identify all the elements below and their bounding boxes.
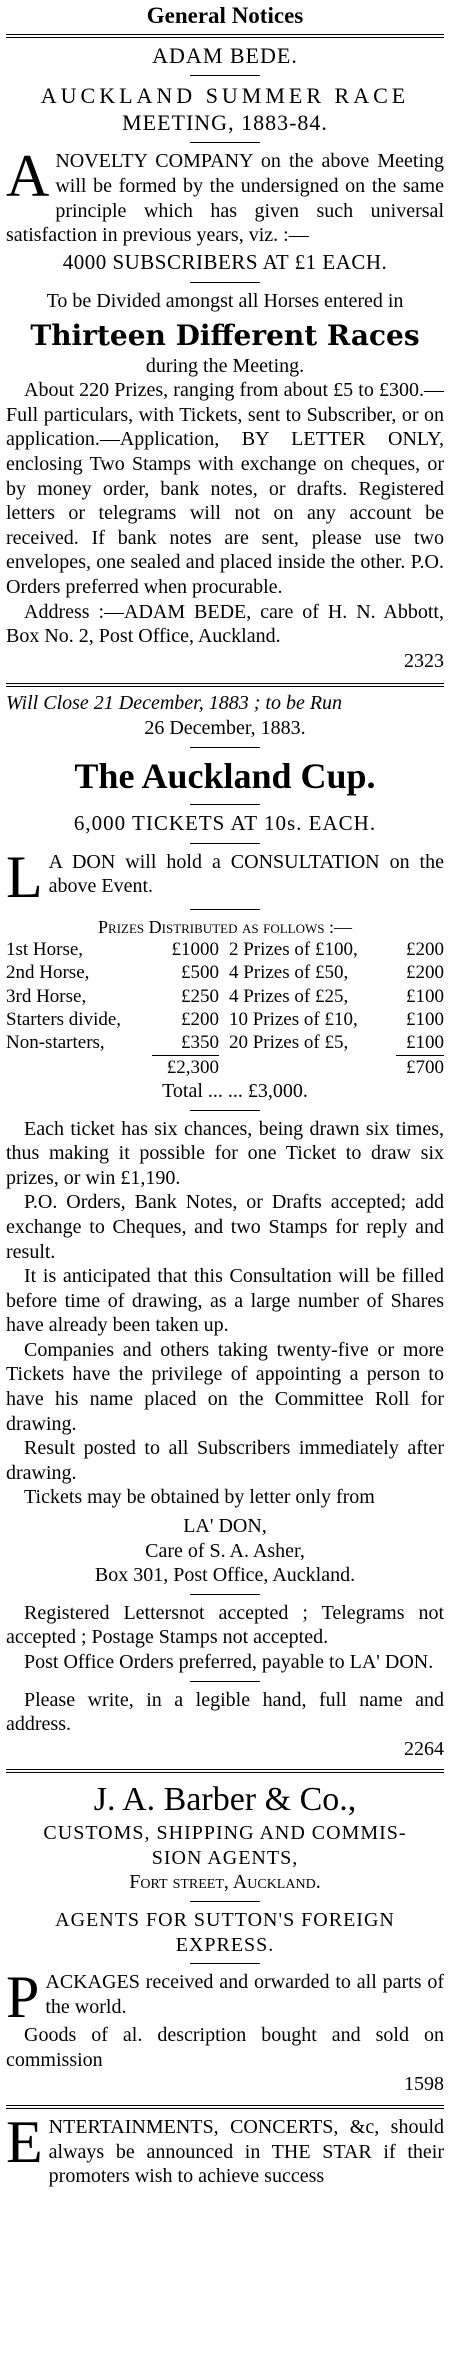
prize-extra-amount: £100 [406, 1032, 444, 1054]
prize-amount: £500 [180, 962, 219, 984]
divider [6, 1769, 444, 1773]
notice-paragraph: Goods of al. description bought and sold on commission [6, 2024, 444, 2071]
prize-place: Non-starters, [6, 1032, 105, 1054]
prize-amount: £350 [180, 1032, 219, 1054]
divider [190, 747, 260, 748]
barber-address: Fort street, Auckland. [129, 1871, 321, 1894]
notice-entertainments [6, 2108, 444, 2189]
drop-cap: L [6, 843, 43, 910]
prize-row [6, 1031, 444, 1055]
close-date-line: Will Close 21 December, 1883 ; to be Run [6, 692, 343, 715]
notice-address: Address :—ADAM BEDE, care of H. N. Abbott, Box No. 2, Post Office, Auckland. [6, 600, 444, 648]
divider [190, 1901, 260, 1902]
notice-paragraph: Each ticket has six chances, being drawn six times, thus making it possible for one Ticket to draw six prizes, or win £1,190. [6, 1117, 444, 1189]
prize-extra-amount: £100 [406, 1008, 444, 1030]
divider [190, 142, 260, 143]
divider [190, 804, 260, 805]
prize-place: 1st Horse, [6, 938, 84, 960]
barber-line: SION AGENTS, [151, 1846, 299, 1869]
divider [190, 843, 260, 844]
divider [6, 34, 444, 38]
notice-paragraph: Registered Lettersnot accepted ; Telegrams not accepted ; Postage Stamps not accepted. [6, 1601, 444, 1649]
agents-line: EXPRESS. [175, 1933, 275, 1956]
prize-extra-amount: £100 [406, 985, 444, 1007]
prize-place: Starters divide, [6, 1008, 122, 1030]
prize-extra-amount: £200 [406, 938, 444, 960]
prize-extra: 4 Prizes of £25, [228, 985, 349, 1007]
prizes-heading: Prizes Distributed as follows :— [98, 916, 352, 937]
prize-row [6, 985, 444, 1008]
notice-number: 2264 [404, 1737, 444, 1760]
signature-box: Box 301, Post Office, Auckland. [94, 1564, 356, 1587]
prize-extra: 4 Prizes of £50, [228, 962, 349, 984]
notice-intro: L A DON will hold a CONSULTATION on the above Event. [6, 843, 444, 910]
subscribers-line: 4000 SUBSCRIBERS AT £1 EACH. [62, 249, 388, 274]
barber-title: J. A. Barber & Co., [93, 1781, 357, 1819]
barber-line: CUSTOMS, SHIPPING AND COMMIS- [43, 1822, 407, 1845]
run-date-line: 26 December, 1883. [144, 716, 306, 739]
divider [190, 1110, 260, 1111]
divider [6, 2105, 444, 2109]
prizes-total: Total ... ... £3,000. [162, 1079, 308, 1102]
divided-line: To be Divided amongst all Horses entered in [46, 289, 404, 312]
section-title: General Notices [146, 3, 304, 28]
notice-paragraph: Companies and others taking twenty-five or more Tickets have the privilege of appointing a person to have his name placed on the Committee Roll for drawing. [6, 1338, 444, 1435]
notice-paragraph: P.O. Orders, Bank Notes, or Drafts accepted; add exchange to Cheques, and two Stamps for reply and result. [6, 1191, 444, 1263]
notice-adam-bede [6, 42, 444, 673]
prize-extra-amount: £200 [406, 962, 444, 984]
notice-paragraph: Post Office Orders preferred, payable to LA' DON. [24, 1651, 434, 1673]
prize-place: 3rd Horse, [6, 985, 87, 1007]
tickets-line: 6,000 TICKETS AT 10s. EACH. [73, 810, 377, 835]
notice-number: 1598 [404, 2073, 444, 2096]
signature-name: LA' DON, [183, 1515, 267, 1538]
prize-place: 2nd Horse, [6, 962, 90, 984]
signature-care: Care of S. A. Asher, [145, 1539, 305, 1562]
notice-intro: ENTERTAINMENTS, CONCERTS, &c, should always be announced in THE STAR if their promoters wish to achieve success [6, 2108, 444, 2188]
drop-cap: A [6, 143, 50, 210]
drop-cap: E [6, 2108, 43, 2175]
divider [190, 1681, 260, 1682]
divider [190, 282, 260, 283]
cup-title: The Auckland Cup. [74, 755, 376, 796]
prize-amount: £200 [180, 1008, 219, 1030]
notice-title-line: AUCKLAND SUMMER RACE [40, 83, 410, 109]
races-headline: Thirteen Different Races [30, 319, 420, 353]
prize-amount: £250 [180, 985, 219, 1007]
notice-number: 2323 [404, 649, 444, 672]
prize-amount: £1000 [171, 938, 219, 960]
notice-intro: PACKAGES received and orwarded to all parts of the world. [6, 1964, 444, 2031]
notice-auckland-cup [6, 691, 444, 1761]
prize-row [6, 1008, 444, 1031]
divider [190, 75, 260, 76]
divider [6, 683, 444, 687]
prize-row [6, 938, 444, 961]
notice-paragraph: Result posted to all Subscribers immediately after drawing. [6, 1437, 444, 1484]
prize-extra: 2 Prizes of £100, [228, 938, 358, 960]
prize-extra: 10 Prizes of £10, [228, 1008, 358, 1030]
notice-body: About 220 Prizes, ranging from about £5 to £300.—Full particulars, with Tickets, sent to Subscriber, or on application.—Application, BY LETTER ONLY, enclosing Two Stamps with exchange on cheques, or by money order, bank notes, or drafts. Registered letters or telegrams will not on any account be received. If bank notes are sent, please use two envelopes, one sealed and placed inside the other. P.O. Orders preferred when procurable. [6, 379, 444, 598]
agents-line: AGENTS FOR SUTTON'S FOREIGN [55, 1908, 395, 1931]
prizes-table [6, 938, 444, 1079]
prize-extra: 20 Prizes of £5, [228, 1032, 349, 1054]
notice-paragraph: It is anticipated that this Consultation will be filled before time of drawing, as a large number of Shares have already been taken up. [6, 1265, 444, 1337]
divider [190, 1963, 260, 1964]
divider [190, 909, 260, 910]
drop-cap: P [6, 1964, 40, 2031]
notice-paragraph: Tickets may be obtained by letter only from [24, 1486, 375, 1509]
prize-row [6, 961, 444, 984]
notice-heading: ADAM BEDE. [152, 43, 298, 69]
during-line: during the Meeting. [145, 354, 305, 377]
notice-barber [6, 1779, 444, 2097]
notice-paragraph: Please write, in a legible hand, full name and address. [6, 1688, 444, 1736]
notice-title-line: MEETING, 1883-84. [122, 110, 328, 136]
notice-intro: ANOVELTY COMPANY on the above Meeting will be formed by the undersigned on the same principle which has given such universal satisfaction in previous years, viz. :— [6, 143, 444, 247]
divider [190, 1594, 260, 1595]
subtotal-row: £2,300 £700 [6, 1055, 444, 1079]
